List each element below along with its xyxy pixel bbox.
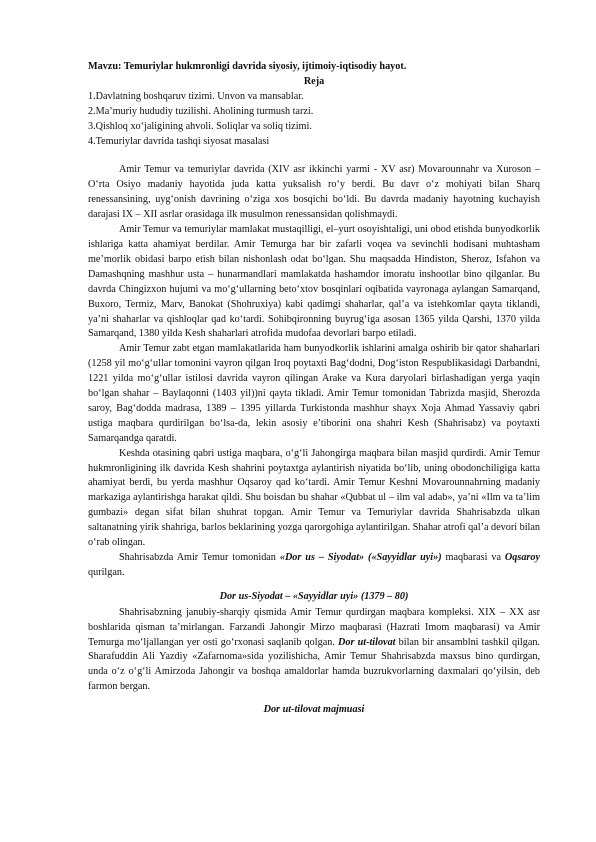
paragraph-5-emphasis: Oqsaroy	[504, 552, 540, 563]
document-page	[88, 60, 540, 718]
plan-list	[88, 90, 540, 150]
plan-item: 1.Davlatning boshqaruv tizimi. Unvon va mansablar.	[88, 90, 304, 102]
paragraph-5-text: Shahrisabzda Amir Temur tomonidan	[119, 552, 280, 563]
spacer	[88, 149, 540, 163]
paragraph-6	[88, 606, 540, 695]
paragraph-5-text: qurilgan.	[88, 566, 125, 578]
section-subheading: Dor us-Siyodat – «Sayyidlar uyi» (1379 – 80)	[219, 590, 409, 602]
plan-item: 3.Qishloq xo‘jaligining ahvoli. Soliqlar va soliq tizimi.	[88, 120, 312, 132]
plan-heading: Reja	[303, 75, 325, 87]
section-subheading: Dor ut-tilovat majmuasi	[263, 704, 365, 716]
paragraph-5-emphasis: «Dor us – Siyodat» («Sayyidlar uyi»)	[279, 552, 442, 563]
paragraph-1: Amir Temur va temuriylar davrida (XIV asr ikkinchi yarmi - XV asr) Movarounnahr va Xuroson – O‘rta Osiyo madaniy hayotida juda katta yuksalish ro‘y berdi. Bu davr o‘z mohiyati bilan Sharq renessansining, uyg‘onish davrining o‘ziga xos bosqichi bo‘ldi. Bu davrda madaniy hayotning kuchayish darajasi IX – XII asrlar orasidaga ilk musulmon renessansidan qolishmaydi.	[88, 164, 540, 221]
plan-item: 2.Ma’muriy hududiy tuzilishi. Aholining turmush tarzi.	[88, 105, 314, 117]
paragraph-5	[88, 551, 540, 581]
document-title: Mavzu: Temuriylar hukmronligi davrida siyosiy, ijtimoiy-iqtisodiy hayot.	[88, 61, 407, 72]
paragraph-6-text: bilan bir ansamblni tashkil qilgan. Sharafuddin Ali Yazdiy «Zafarnoma»sida yozilishicha, Amir Temur Shahrisabzda maxsus bino qurdirgan, unda o‘z o‘g‘li Amirzoda Jahongir va boshqa amaldorlar hamda buzrukvorlarning daxmalari qo‘yilsin, deb farmon bergan.	[88, 636, 540, 693]
paragraph-6-text: Shahrisabzning janubiy-sharqiy qismida Amir Temur qurdirgan maqbara kompleksi. XIX – XX asr boshlarida qisman ta’mirlangan. Farzandi Jahongir Mirzo maqbarasi (Hazrati Imom maqbarasi) va Amir Temurga mo‘ljallangan yer osti go‘rxonasi saqlanib qolgan.	[88, 606, 540, 648]
paragraph-2: Amir Temur va temuriylar mamlakat mustaqilligi, el–yurt osoyishtaligi, uni obod etishda bunyodkorlik ishlariga katta ahamiyat berdilar. Amir Temurga har bir zafarli voqea va sevinchli hodisani muhtasham me’morlik obidasi barpo etish bilan nishonlash odat bo‘lgan. Shu maqsadda Hindiston, Sheroz, Isfahon va Damashqning mashhur usta – hunarmandlari mamlakatda hashamdor imoratu inshootlar bino qilganlar. Bu davrda Chingizxon hujumi va mo‘g‘ullarning beto‘xtov bosqinlari oqibatida vayronaga aylangan Samarqand, Buxoro, Termiz, Marv, Banokat (Shohruxiya) kabi qadimgi shaharlar, qal’a va istehkomlar qayta tiklandi, ya’ni shaharlar va qishloqlar qad ko‘tardi. Sohibqironning buyrug‘iga asosan 1365 yilda Qarshi, 1370 yilda Samarqand, 1380 yilda Kesh shaharlari atrofida mudofaa devorlari barpo etiladi.	[88, 224, 540, 340]
plan-item: 4.Temuriylar davrida tashqi siyosat masalasi	[88, 135, 270, 147]
paragraph-3: Amir Temur zabt etgan mamlakatlarida ham bunyodkorlik ishlarini amalga oshirib bir qator shaharlari (1258 yil mo‘g‘ullar tomonini vayron qilgan Iroq poytaxti Bag‘dodni, Dog‘iston Respublikasidagi Darbandni, 1221 yilda mo‘g‘ullar istilosi davrida vayron qilingan Arake va Kura daryolari birlashadigan yerga yaqin bo‘lgan shahar – Baylaqonni (1403 yil))ni qayta tikladi. Amir Temur tomonidan Tabrizda masjid, Sherozda saroy, Bag‘dodda madrasa, 1389 – 1395 yillarda Turkistonda mashhur shayx Xoja Ahmad Yassaviy qabri ustiga maqbara qurdirilgan bo‘lsa-da, lekin asosiy e’tiborini ona shahri Kesh (Shahrisabz) va poytaxti Samarqandga qaratdi.	[88, 343, 540, 444]
paragraph-5-text: maqbarasi va	[441, 552, 505, 563]
paragraph-4: Keshda otasining qabri ustiga maqbara, o‘g‘li Jahongirga maqbara bilan masjid qurdirdi. Amir Temur hukmronligining ilk davrida Kesh shahrini poytaxtga aylantirish niyatida bo‘lib, uning obodonchiligiga katta ahamiyat berdi, bu yerda mashhur Oqsaroy qad ko‘tardi. Amir Temur Keshni Movarounnahrning madaniy markaziga aylantirishga harakat qildi. Shu boisdan bu shahar «Qubbat ul – ilm val adab», ya’ni «Ilm va ta’lim gumbazi» degan sifat bilan shuhrat topgan. Amir Temur va Temuriylar davrida Shahrisabzda ulkan saltanatning yirik shahriga, barlos beklarining yozga qarorgohiga aylantirilgan. Shahar atrofi qal’a devori bilan o‘rab olingan.	[88, 447, 540, 549]
paragraph-6-emphasis: Dor ut-tilovat	[338, 636, 396, 648]
